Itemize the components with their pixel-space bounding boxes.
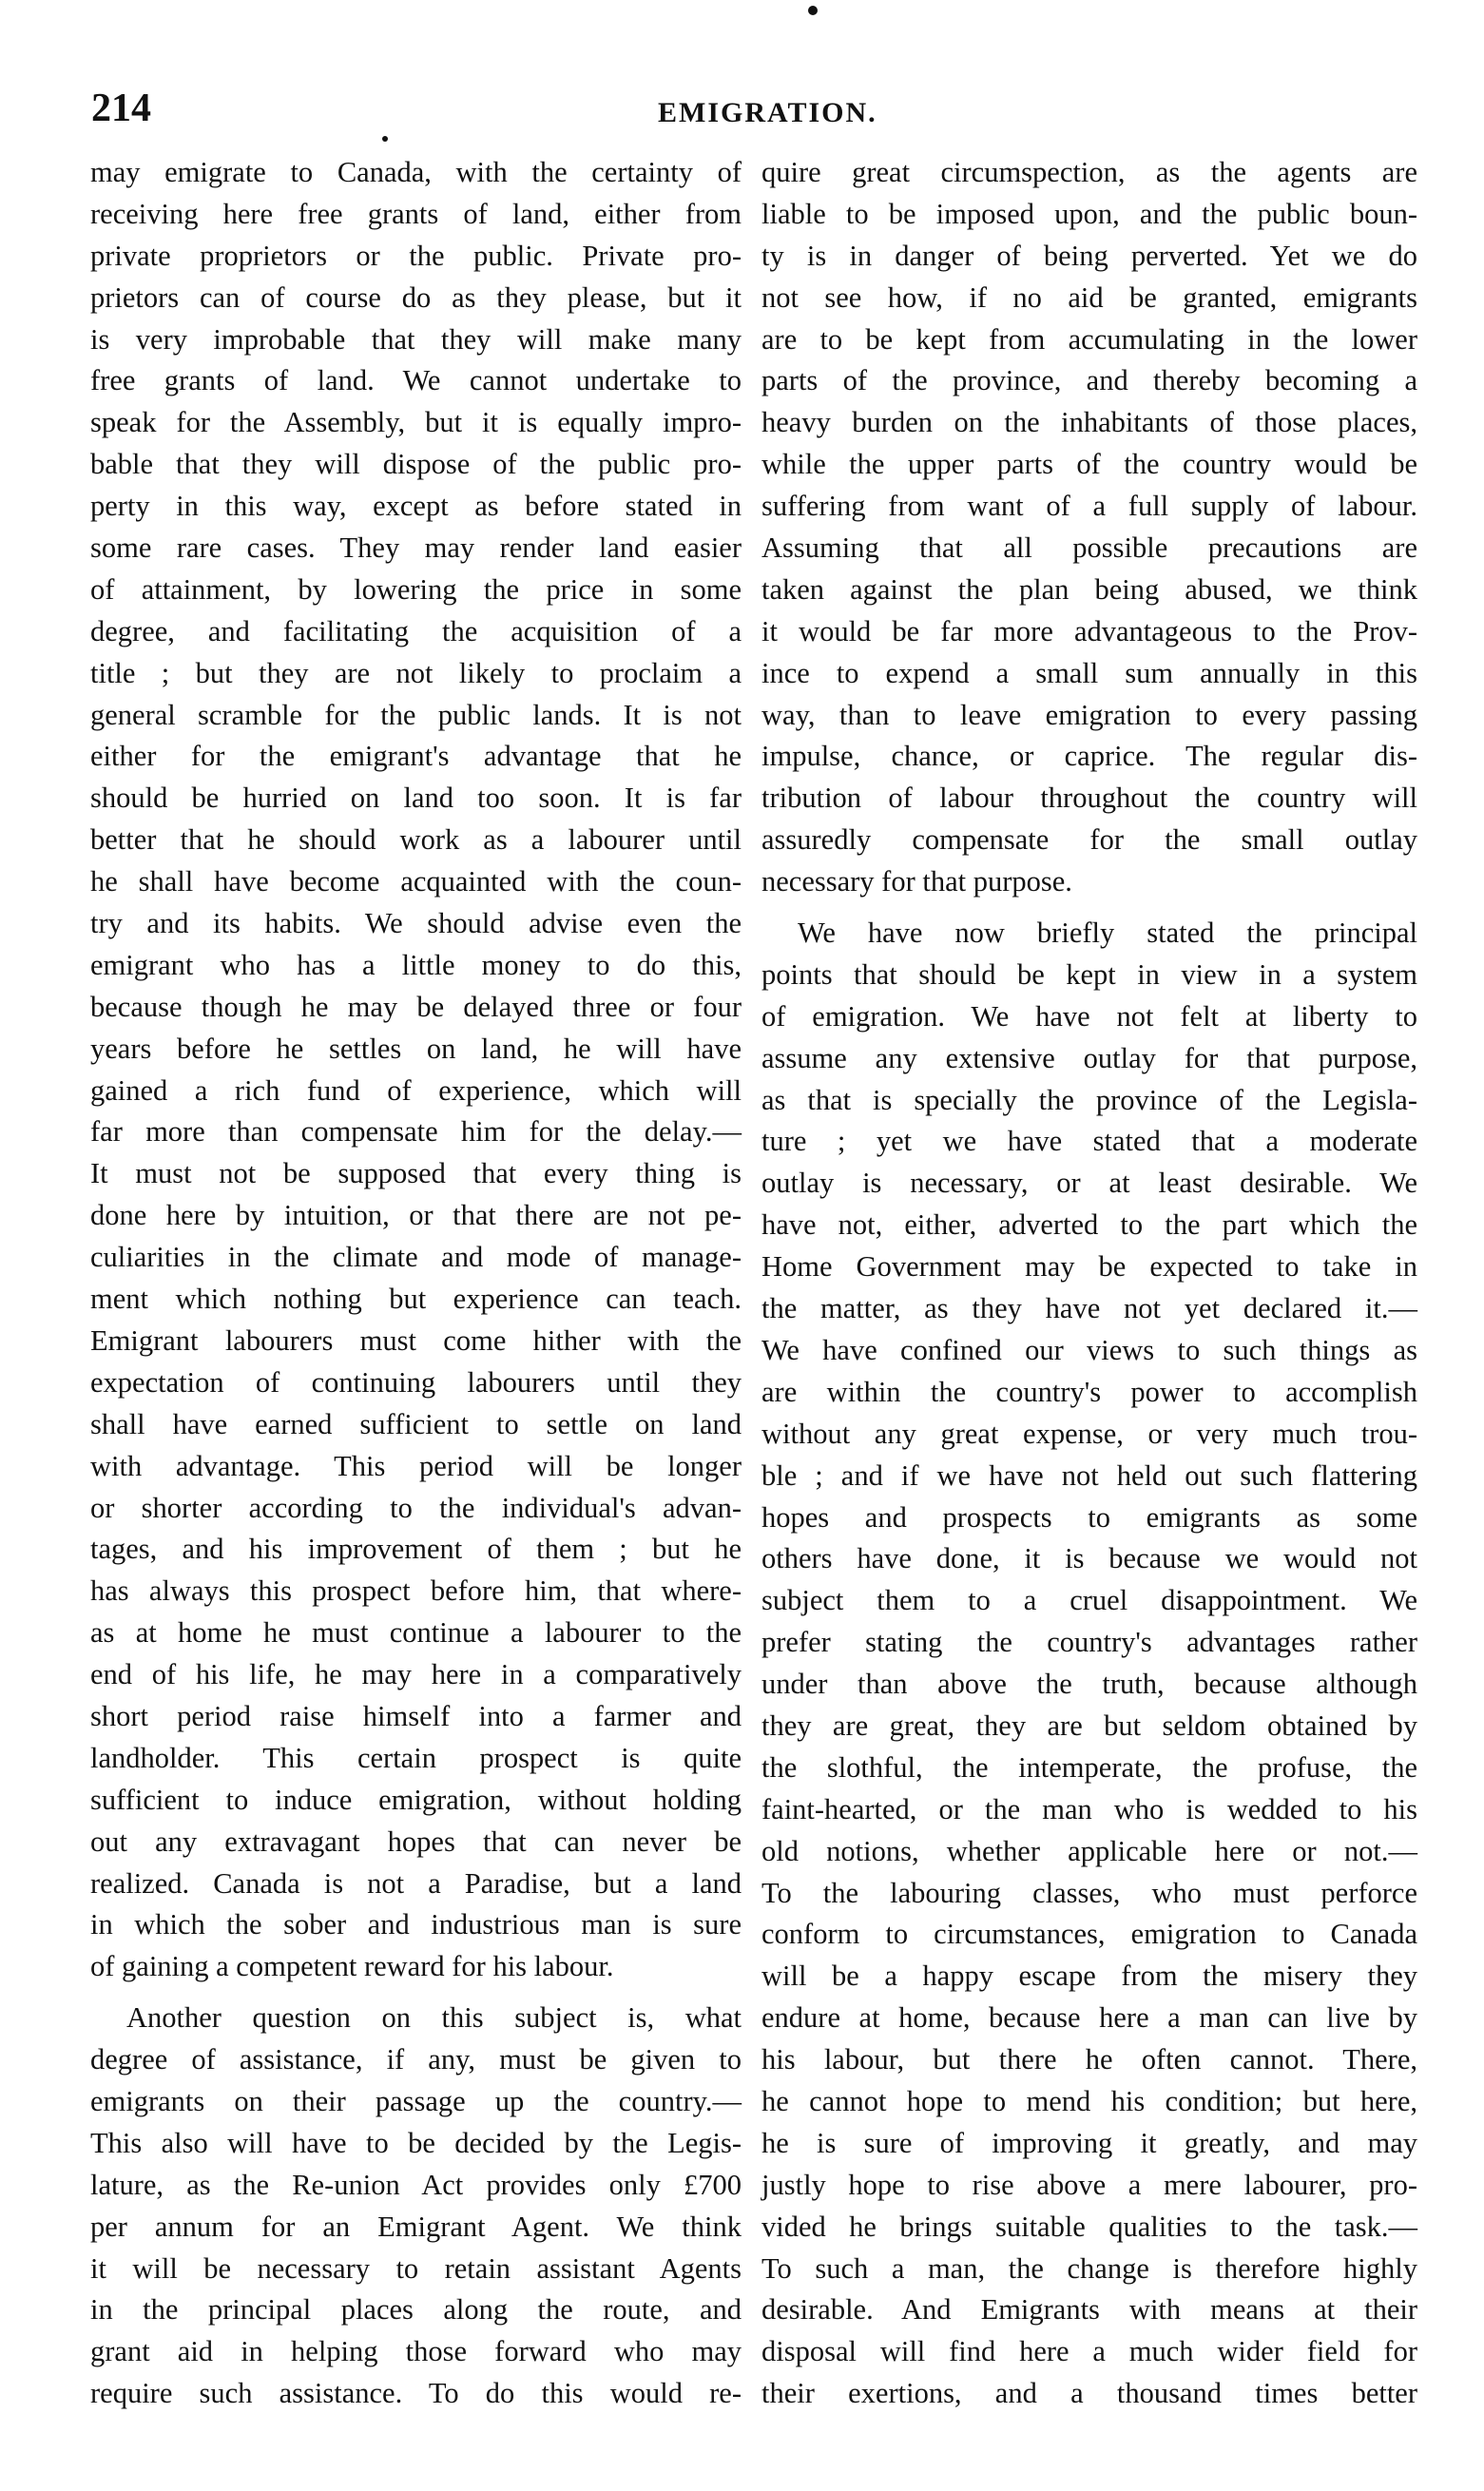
text-line: years before he settles on land, he will have xyxy=(90,1032,742,1065)
text-line: as that is specially the province of the Legisla- xyxy=(761,1083,1417,1116)
text-line: Assuming that all possible precautions are xyxy=(761,531,1417,565)
paragraph-gap xyxy=(90,1988,742,1998)
text-line: points that should be kept in view in a system xyxy=(761,957,1417,991)
text-line: free grants of land. We cannot undertake to xyxy=(90,364,742,397)
text-line: of emigration. We have not felt at liberty to xyxy=(761,999,1417,1033)
text-line: private proprietors or the public. Private pro- xyxy=(90,239,742,272)
text-line: hopes and prospects to emigrants as some xyxy=(761,1500,1417,1534)
text-line: degree, and facilitating the acquisition of a xyxy=(90,614,742,647)
text-line: far more than compensate him for the delay.— xyxy=(90,1115,742,1149)
text-line: without any great expense, or very much trou- xyxy=(761,1417,1417,1450)
text-line: necessary for that purpose. xyxy=(761,865,1072,898)
text-line: he is sure of improving it greatly, and may xyxy=(761,2126,1417,2159)
text-line: suffering from want of a full supply of labour. xyxy=(761,490,1417,523)
text-line: tribution of labour throughout the country will xyxy=(761,782,1417,815)
text-line: endure at home, because here a man can live by xyxy=(761,2001,1417,2035)
text-line: are to be kept from accumulating in the lower xyxy=(761,322,1417,356)
text-line: he shall have become acquainted with the coun- xyxy=(90,865,742,898)
text-line: Another question on this subject is, what xyxy=(126,2001,742,2035)
text-line: justly hope to rise above a mere labourer, pro- xyxy=(761,2168,1417,2201)
text-line: ince to expend a small sum annually in this xyxy=(761,656,1417,689)
print-mark xyxy=(808,6,818,15)
text-line: subject them to a cruel disappointment. We xyxy=(761,1584,1417,1617)
running-title: EMIGRATION. xyxy=(658,97,877,128)
text-line: To such a man, the change is therefore highly xyxy=(761,2251,1417,2285)
text-line: has always this prospect before him, that where- xyxy=(90,1574,742,1608)
text-line: with advantage. This period will be longer xyxy=(90,1449,742,1482)
text-line: per annum for an Emigrant Agent. We think xyxy=(90,2210,742,2243)
text-line: landholder. This certain prospect is quite xyxy=(90,1741,742,1774)
text-line: done here by intuition, or that there are not pe- xyxy=(90,1199,742,1232)
text-line: liable to be imposed upon, and the public boun- xyxy=(761,197,1417,230)
text-line: is very improbable that they will make many xyxy=(90,322,742,356)
page-number: 214 xyxy=(91,87,151,130)
page-header xyxy=(91,86,1422,143)
text-line: We have confined our views to such things as xyxy=(761,1333,1417,1366)
text-line: old notions, whether applicable here or not.— xyxy=(761,1834,1417,1867)
text-line: To the labouring classes, who must perforce xyxy=(761,1876,1417,1909)
text-line: taken against the plan being abused, we think xyxy=(761,572,1417,606)
text-line: bable that they will dispose of the public pro- xyxy=(90,448,742,481)
text-line: way, than to leave emigration to every passing xyxy=(761,698,1417,731)
text-line: degree of assistance, if any, must be given to xyxy=(90,2043,742,2076)
text-line: ture ; yet we have stated that a moderate xyxy=(761,1125,1417,1158)
text-line: better that he should work as a labourer until xyxy=(90,823,742,857)
text-line: ty is in danger of being perverted. Yet we do xyxy=(761,239,1417,272)
text-line: We have now briefly stated the principal xyxy=(798,917,1417,950)
text-line: he cannot hope to mend his condition; but here, xyxy=(761,2084,1417,2117)
text-line: not see how, if no aid be granted, emigrants xyxy=(761,280,1417,314)
text-line: grant aid in helping those forward who may xyxy=(90,2335,742,2368)
text-line: faint-hearted, or the man who is wedded to his xyxy=(761,1792,1417,1825)
text-line: as at home he must continue a labourer to the xyxy=(90,1616,742,1650)
text-line: quire great circumspection, as the agents are xyxy=(761,156,1417,188)
text-line: prefer stating the country's advantages rather xyxy=(761,1626,1417,1659)
text-line: speak for the Assembly, but it is equally impro- xyxy=(90,406,742,439)
text-line: the slothful, the intemperate, the profuse, the xyxy=(761,1750,1417,1784)
text-line: ment which nothing but experience can teach. xyxy=(90,1283,742,1316)
text-line: culiarities in the climate and mode of manage- xyxy=(90,1241,742,1274)
text-line: short period raise himself into a farmer and xyxy=(90,1699,742,1732)
text-line: while the upper parts of the country would be xyxy=(761,448,1417,481)
text-line: are within the country's power to accomplish xyxy=(761,1375,1417,1408)
text-line: impulse, chance, or caprice. The regular dis- xyxy=(761,740,1417,773)
text-line: shall have earned sufficient to settle on land xyxy=(90,1407,742,1440)
text-line: out any extravagant hopes that can never be xyxy=(90,1825,742,1858)
text-line: ble ; and if we have not held out such flattering xyxy=(761,1458,1417,1492)
text-line: assume any extensive outlay for that purpose, xyxy=(761,1041,1417,1074)
text-line: or shorter according to the individual's advan- xyxy=(90,1491,742,1524)
text-line: some rare cases. They may render land easier xyxy=(90,531,742,565)
text-line: his labour, but there he often cannot. There, xyxy=(761,2043,1417,2076)
text-line: gained a rich fund of experience, which will xyxy=(90,1073,742,1107)
text-line: perty in this way, except as before stated in xyxy=(90,490,742,523)
text-line: will be a happy escape from the misery they xyxy=(761,1960,1417,1993)
text-line: It must not be supposed that every thing is xyxy=(90,1157,742,1190)
text-line: require such assistance. To do this would re- xyxy=(90,2377,742,2410)
text-line: conform to circumstances, emigration to Canada xyxy=(761,1918,1417,1951)
text-line: emigrants on their passage up the country.— xyxy=(90,2084,742,2117)
text-line: of attainment, by lowering the price in some xyxy=(90,572,742,606)
text-line: sufficient to induce emigration, without holding xyxy=(90,1783,742,1816)
text-line: may emigrate to Canada, with the certainty of xyxy=(90,156,742,188)
text-line: Emigrant labourers must come hither with the xyxy=(90,1323,742,1357)
text-line: tages, and his improvement of them ; but he xyxy=(90,1533,742,1566)
text-line: in which the sober and industrious man is sure xyxy=(90,1908,742,1941)
text-line: prietors can of course do as they please, but it xyxy=(90,280,742,314)
text-line: have not, either, adverted to the part which the xyxy=(761,1208,1417,1242)
text-line: title ; but they are not likely to proclaim a xyxy=(90,656,742,689)
text-line: realized. Canada is not a Paradise, but a land xyxy=(90,1866,742,1900)
text-line: lature, as the Re-union Act provides only £700 xyxy=(90,2168,742,2201)
text-line: This also will have to be decided by the Legis- xyxy=(90,2126,742,2159)
text-line: in the principal places along the route, and xyxy=(90,2293,742,2327)
paragraph-gap xyxy=(761,903,1417,913)
text-line: the matter, as they have not yet declared it.— xyxy=(761,1292,1417,1325)
text-line: end of his life, he may here in a comparatively xyxy=(90,1658,742,1691)
left-text-column xyxy=(90,152,742,2415)
text-line: desirable. And Emigrants with means at their xyxy=(761,2293,1417,2327)
text-line: assuredly compensate for the small outlay xyxy=(761,823,1417,857)
text-line: they are great, they are but seldom obtained by xyxy=(761,1709,1417,1742)
text-line: heavy burden on the inhabitants of those places, xyxy=(761,406,1417,439)
text-line: receiving here free grants of land, either from xyxy=(90,197,742,230)
text-line: parts of the province, and thereby becoming a xyxy=(761,364,1417,397)
text-line: general scramble for the public lands. It is not xyxy=(90,698,742,731)
text-line: either for the emigrant's advantage that he xyxy=(90,740,742,773)
text-line: because though he may be delayed three or four xyxy=(90,990,742,1023)
text-line: should be hurried on land too soon. It is far xyxy=(90,782,742,815)
right-text-column xyxy=(761,152,1417,2415)
text-line: of gaining a competent reward for his labour. xyxy=(90,1950,614,1983)
text-line: disposal will find here a much wider field for xyxy=(761,2335,1417,2368)
text-line: emigrant who has a little money to do this, xyxy=(90,948,742,981)
text-line: vided he brings suitable qualities to the task.— xyxy=(761,2210,1417,2243)
text-line: their exertions, and a thousand times better xyxy=(761,2377,1417,2410)
text-line: it will be necessary to retain assistant Agents xyxy=(90,2251,742,2285)
text-line: outlay is necessary, or at least desirable. We xyxy=(761,1167,1417,1200)
text-line: try and its habits. We should advise even the xyxy=(90,907,742,940)
text-line: others have done, it is because we would not xyxy=(761,1542,1417,1575)
text-line: Home Government may be expected to take in xyxy=(761,1250,1417,1284)
text-line: expectation of continuing labourers until they xyxy=(90,1365,742,1399)
text-line: it would be far more advantageous to the Prov- xyxy=(761,614,1417,647)
text-line: under than above the truth, because although xyxy=(761,1668,1417,1701)
